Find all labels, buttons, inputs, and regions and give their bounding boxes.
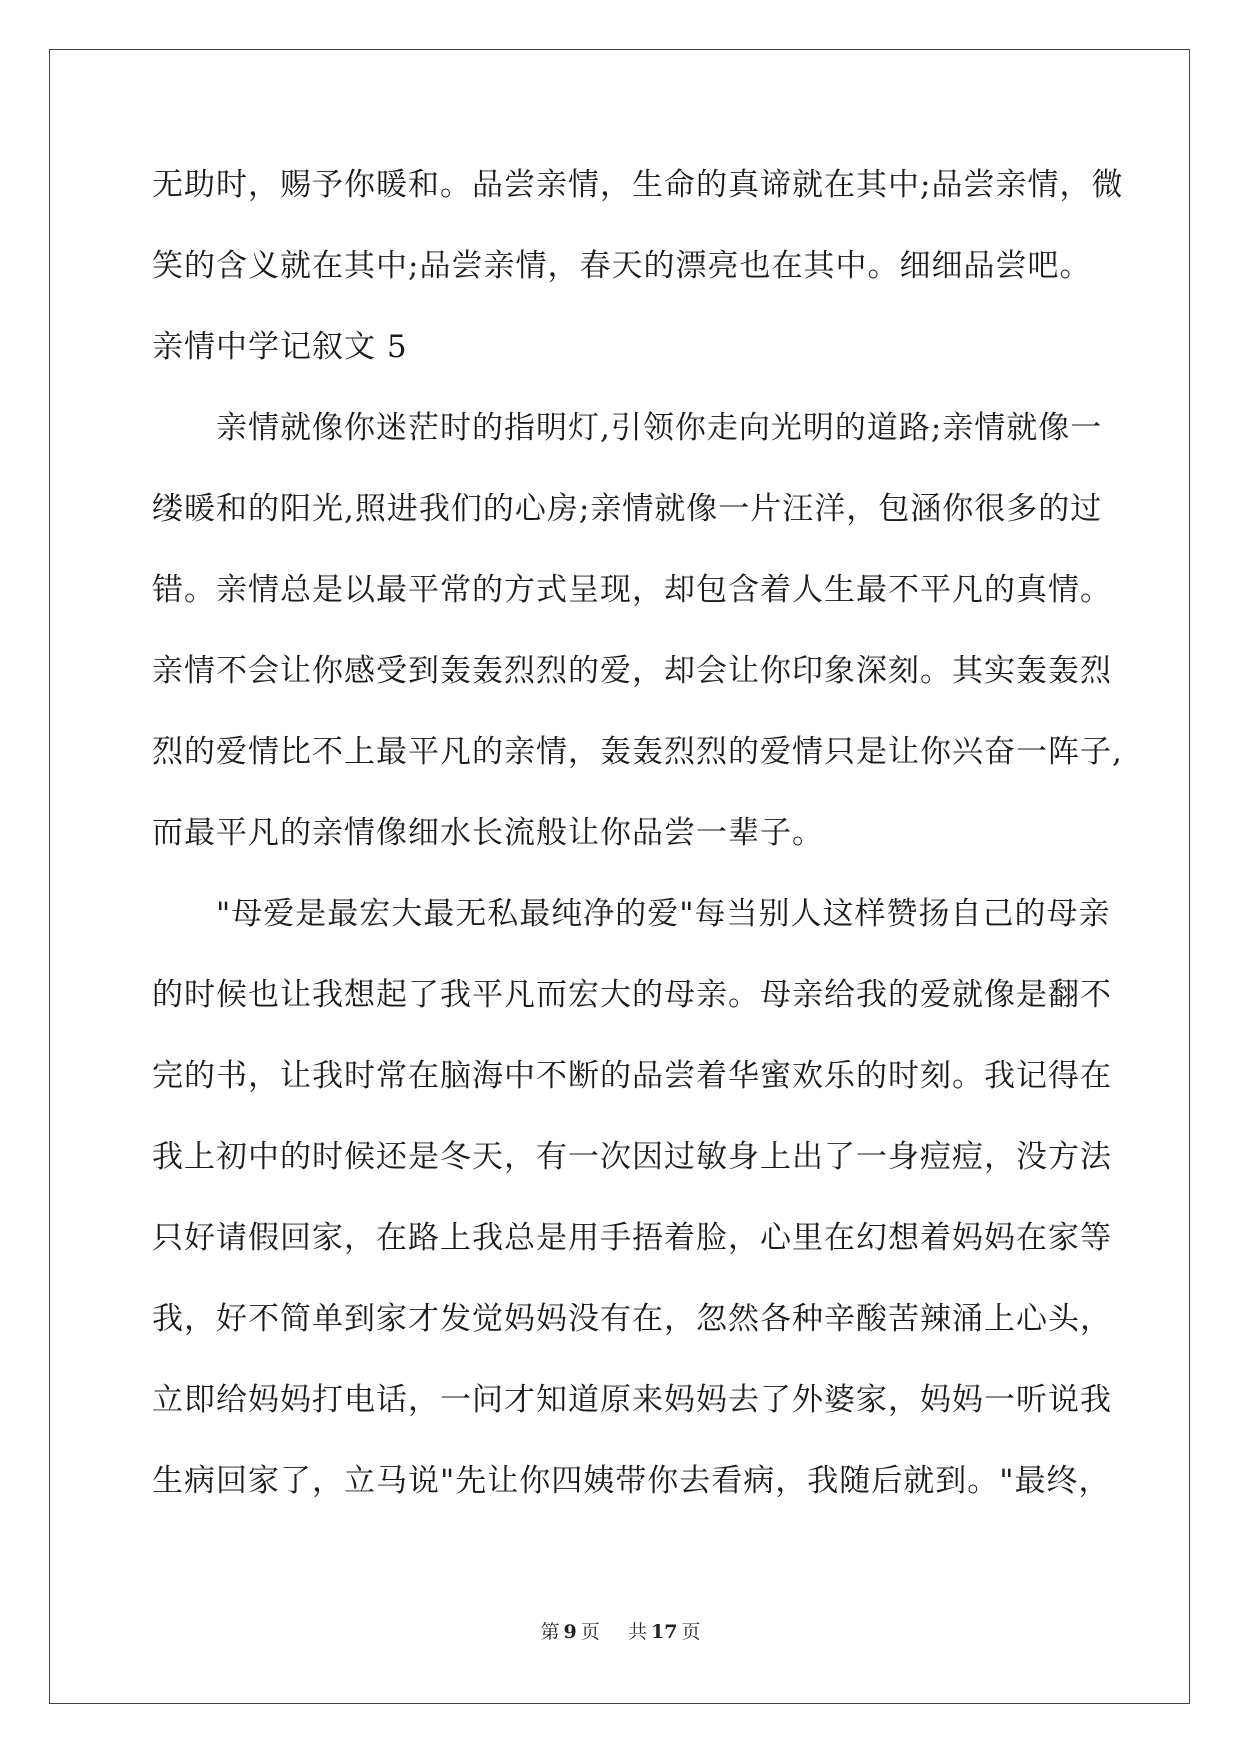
footer-ye-total: 页 [681,1621,701,1643]
text-line: 而最平凡的亲情像细水长流般让你品尝一辈子。 [152,815,824,851]
text-line: 的时候也让我想起了我平凡而宏大的母亲。母亲给我的爱就像是翻不 [152,977,1112,1013]
footer-di: 第 [540,1621,560,1643]
page-footer [0,1617,1241,1644]
text-line: 缕暖和的阳光,照进我们的心房;亲情就像一片汪洋，包涵你很多的过 [152,491,1103,527]
text-line: 烈的爱情比不上最平凡的亲情，轰轰烈烈的爱情只是让你兴奋一阵子, [152,734,1123,770]
text-line: 完的书，让我时常在脑海中不断的品尝着华蜜欢乐的时刻。我记得在 [152,1058,1112,1094]
footer-ye: 页 [580,1621,600,1643]
section-heading: 亲情中学记叙文 5 [152,329,408,365]
text-line: 我，好不简单到家才发觉妈妈没有在，忽然各种辛酸苦辣涌上心头， [152,1301,1112,1337]
document-body [152,160,1124,1537]
text-line: 亲情就像你迷茫时的指明灯,引领你走向光明的道路;亲情就像一 [152,410,1103,446]
text-line: 亲情不会让你感受到轰轰烈烈的爱，却会让你印象深刻。其实轰轰烈 [152,653,1112,689]
text-line: "母爱是最宏大最无私最纯净的爱"每当别人这样赞扬自己的母亲 [152,896,1111,932]
text-line: 只好请假回家，在路上我总是用手捂着脸，心里在幻想着妈妈在家等 [152,1220,1112,1256]
text-line: 无助时，赐予你暖和。品尝亲情，生命的真谛就在其中;品尝亲情，微 [152,167,1124,203]
footer-gong: 共 [627,1621,647,1643]
text-line: 错。亲情总是以最平常的方式呈现，却包含着人生最不平凡的真情。 [152,572,1112,608]
text-line: 生病回家了，立马说"先让你四姨带你去看病，我随后就到。"最终， [152,1463,1111,1499]
text-line: 立即给妈妈打电话，一问才知道原来妈妈去了外婆家，妈妈一听说我 [152,1382,1112,1418]
text-line: 笑的含义就在其中;品尝亲情，春天的漂亮也在其中。细细品尝吧。 [152,248,1092,284]
text-line: 我上初中的时候还是冬天，有一次因过敏身上出了一身痘痘，没方法 [152,1139,1112,1175]
total-pages-number: 17 [650,1621,678,1643]
current-page-number: 9 [563,1621,577,1643]
